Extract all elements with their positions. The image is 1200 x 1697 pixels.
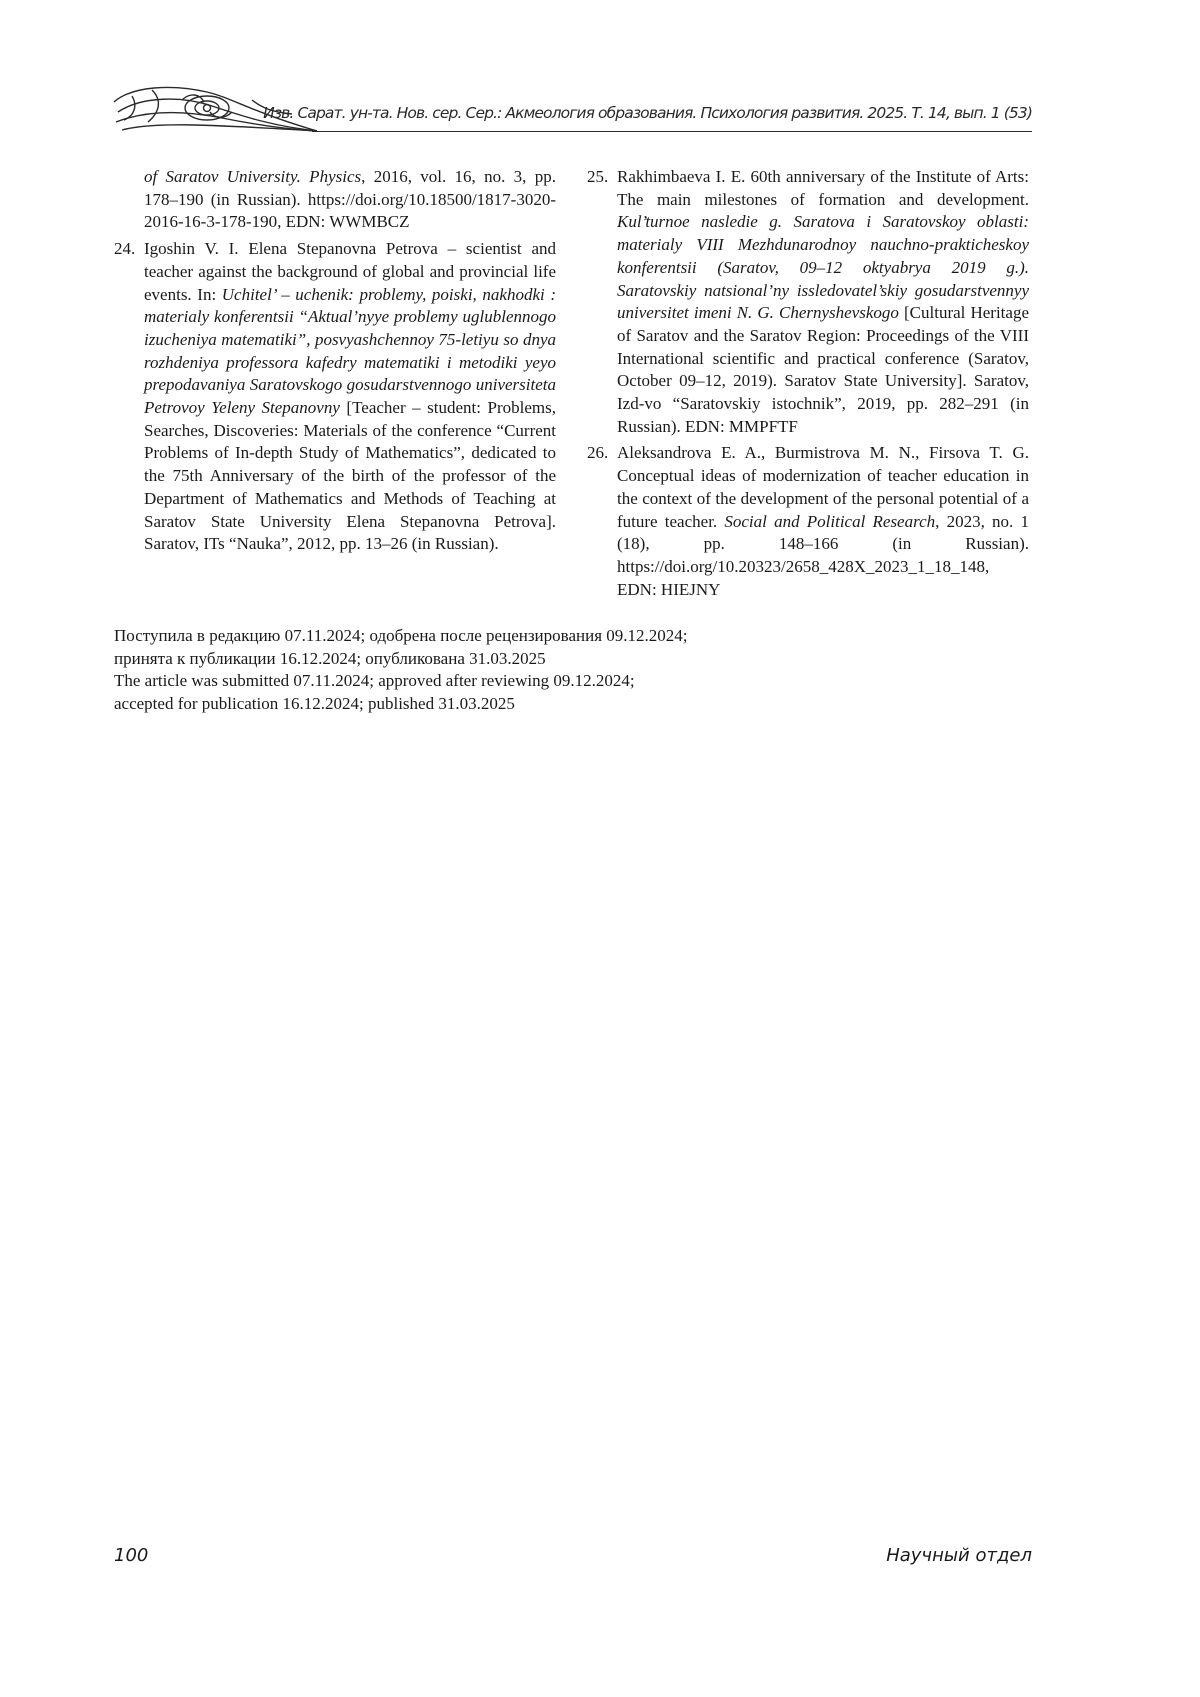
reference-26-details: , 2023, no. 1 (18), pp. 148–166 (in Russian). https://doi.org/10.20323/2658_428X_2023_1_18_148, EDN: HIEJNY [617,512,1029,599]
reference-25-lead: Rakhimbaeva I. E. 60th anniversary of the Institute of Arts: The main milestones of formation and development. [617,167,1029,209]
reference-23-details: , 2016, vol. 16, no. 3, pp. 178–190 (in Russian). https://doi.org/10.18500/1817-3020-2016-16-3-178-190, EDN: WWMBCZ [144,167,556,231]
reference-24-number: 24. [114,238,135,261]
reference-24-title: Uchitel’ – uchenik: problemy, poiski, nakhodki : materialy konferentsii “Aktual’nyye problemy uglublennogo izucheniya matematiki”, posvyashchennoy 75-letiyu so dnya rozhdeniya professora kafedry matematiki i metodiki yeyo prepodavaniya Saratovskogo gosudarstvennogo universiteta Petrovoy Yeleny Stepanovny [144,285,556,418]
reference-26-journal: Social and Political Research [724,512,935,531]
reference-26 [587,442,1029,601]
reference-26-lead: Aleksandrova E. A., Burmistrova M. N., Firsova T. G. Conceptual ideas of modernization of teacher education in the context of the development of the personal potential of a future teacher. [617,443,1029,530]
reference-25-details: [Cultural Heritage of Saratov and the Saratov Region: Proceedings of the VIII International scientific and practical conference (Saratov, October 09–12, 2019). Saratov State University]. Saratov, Izd-vo “Saratovskiy istochnik”, 2019, pp. 282–291 (in Russian). EDN: MMPFTF [617,303,1029,436]
references-right-column [587,166,1029,605]
reference-25-title: Kul’turnoe nasledie g. Saratova i Saratovskoy oblasti: materialy VIII Mezhdunarodnoy nauchno-prakticheskoy konferentsii (Saratov, 09–12 oktyabrya 2019 g.). Saratovskiy natsional’ny issledovatel’skiy gosudarstvennyy universitet imeni N. G. Chernyshevskogo [617,212,1029,322]
dates-en-line-2: accepted for publication 16.12.2024; published 31.03.2025 [114,693,1014,716]
reference-23-journal: of Saratov University. Physics [144,167,361,186]
reference-26-number: 26. [587,442,608,465]
header-rule [312,131,1032,132]
reference-25 [587,166,1029,438]
dates-ru-line-1: Поступила в редакцию 07.11.2024; одобрена после рецензирования 09.12.2024; [114,625,1014,648]
section-title: Научный отдел [886,1545,1032,1566]
reference-25-number: 25. [587,166,608,189]
reference-24 [114,238,556,556]
page-number: 100 [114,1545,148,1566]
journal-title: Изв. Сарат. ун-та. Нов. сер. Сер.: Акмеология образования. Психология развития. 2025. Т. 14, вып. 1 (53) [263,104,1032,122]
running-header [112,82,1032,134]
reference-24-lead: Igoshin V. I. Elena Stepanovna Petrova – scientist and teacher against the background of global and provincial life events. In: [144,239,556,303]
dates-en-line-1: The article was submitted 07.11.2024; approved after reviewing 09.12.2024; [114,670,1014,693]
publication-dates [114,625,1014,716]
reference-23-continued [114,166,556,234]
dates-ru-line-2: принята к публикации 16.12.2024; опубликована 31.03.2025 [114,648,1014,671]
reference-24-details: [Teacher – student: Problems, Searches, Discoveries: Materials of the conference “Current Problems of In-depth Study of Mathematics”, dedicated to the 75th Anniversary of the birth of the professor of the Department of Mathematics and Methods of Teaching at Saratov State University Elena Stepanovna Petrova]. Saratov, ITs “Nauka”, 2012, pp. 13–26 (in Russian). [144,398,556,553]
references-left-column [114,166,556,560]
